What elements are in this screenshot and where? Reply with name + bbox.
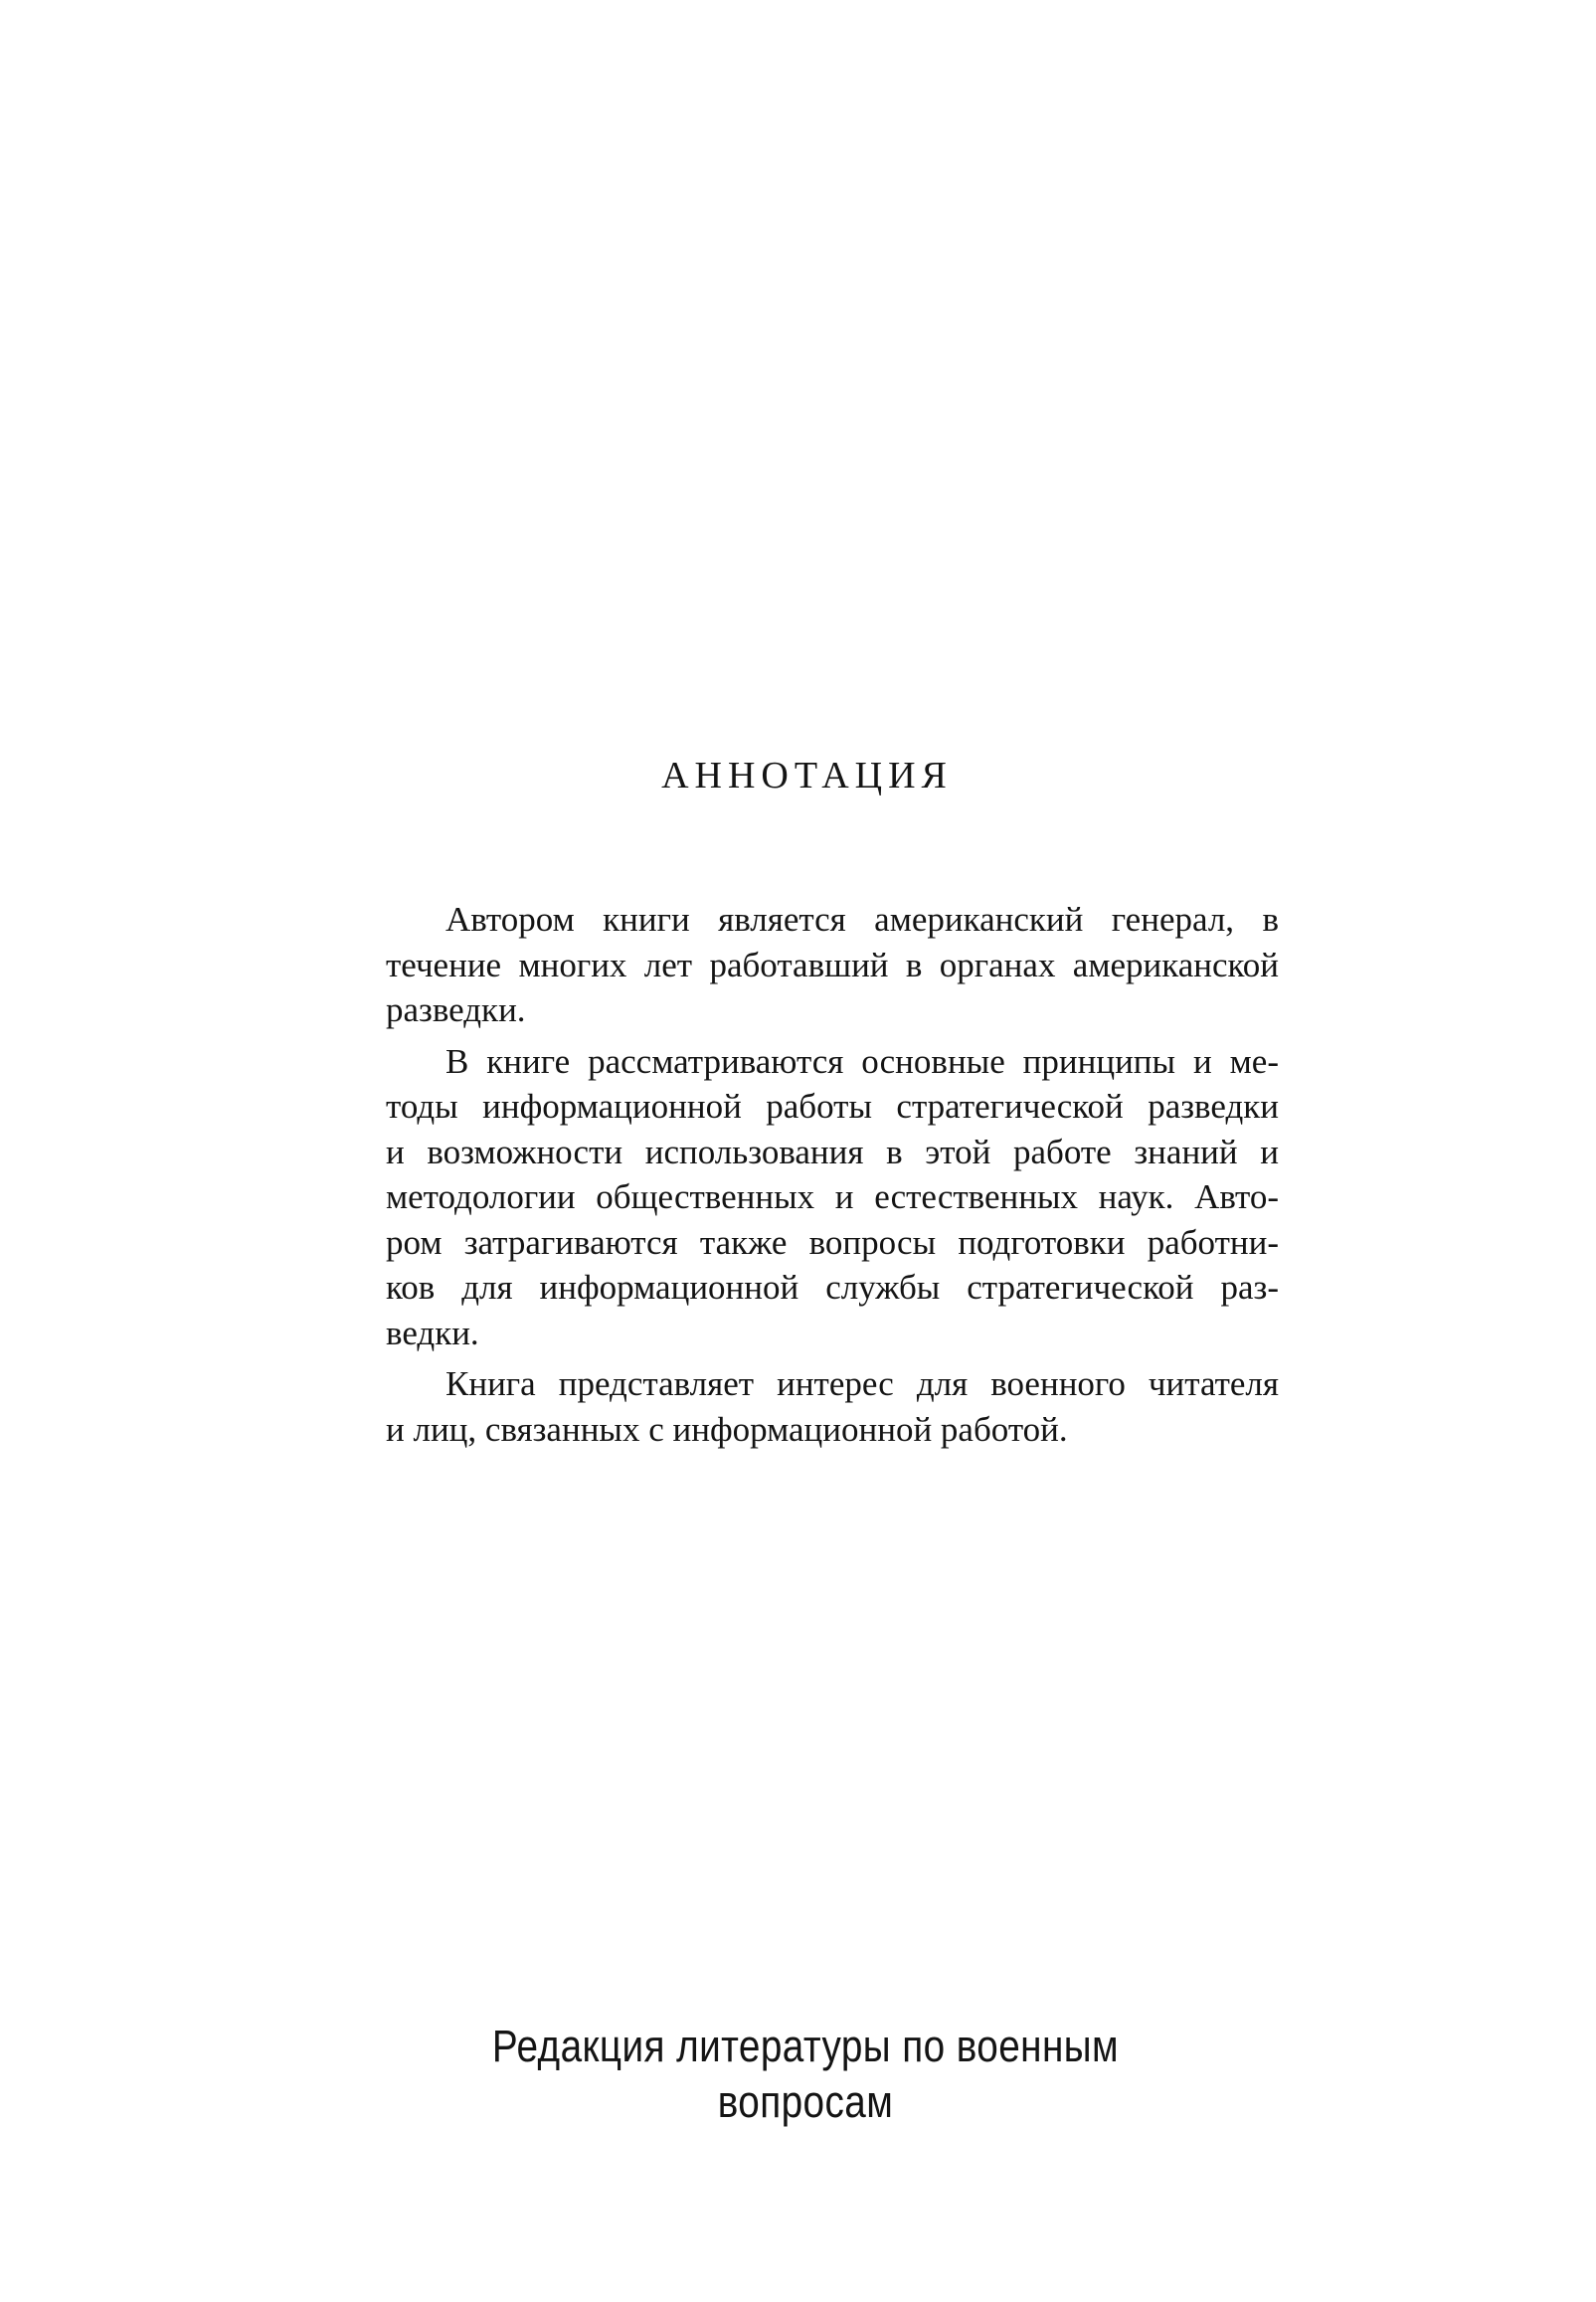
paragraph-line: ром затрагиваются также вопросы подготовки работни-: [386, 1222, 1279, 1262]
paragraph-line: и возможности использования в этой работе знаний и: [386, 1132, 1279, 1171]
annotation-paragraph-3: [326, 1361, 1279, 1452]
paragraph-line: разведки.: [386, 990, 526, 1029]
annotation-paragraph-1: [326, 897, 1279, 1033]
annotation-heading: АННОТАЦИЯ: [661, 755, 953, 797]
paragraph-line: ведки.: [386, 1313, 479, 1352]
paragraph-line: методологии общественных и естественных наук. Авто-: [386, 1177, 1279, 1216]
paragraph-line: тоды информационной работы стратегической разведки: [386, 1087, 1279, 1126]
paragraph-line: течение многих лет работавший в органах американской: [386, 945, 1279, 984]
annotation-paragraph-2: [326, 1039, 1279, 1356]
paragraph-line: В книге рассматриваются основные принципы и ме-: [445, 1041, 1279, 1081]
paragraph-line: и лиц, связанных с информационной работой.: [386, 1409, 1068, 1449]
paragraph-line: ков для информационной службы стратегической раз-: [386, 1268, 1279, 1307]
paragraph-line: Автором книги является американский генерал, в: [445, 900, 1279, 939]
paragraph-line: Книга представляет интерес для военного читателя: [445, 1364, 1279, 1403]
annotation-body: [326, 897, 1279, 1452]
publisher-line: Редакция литературы по военным вопросам: [491, 2021, 1120, 2127]
